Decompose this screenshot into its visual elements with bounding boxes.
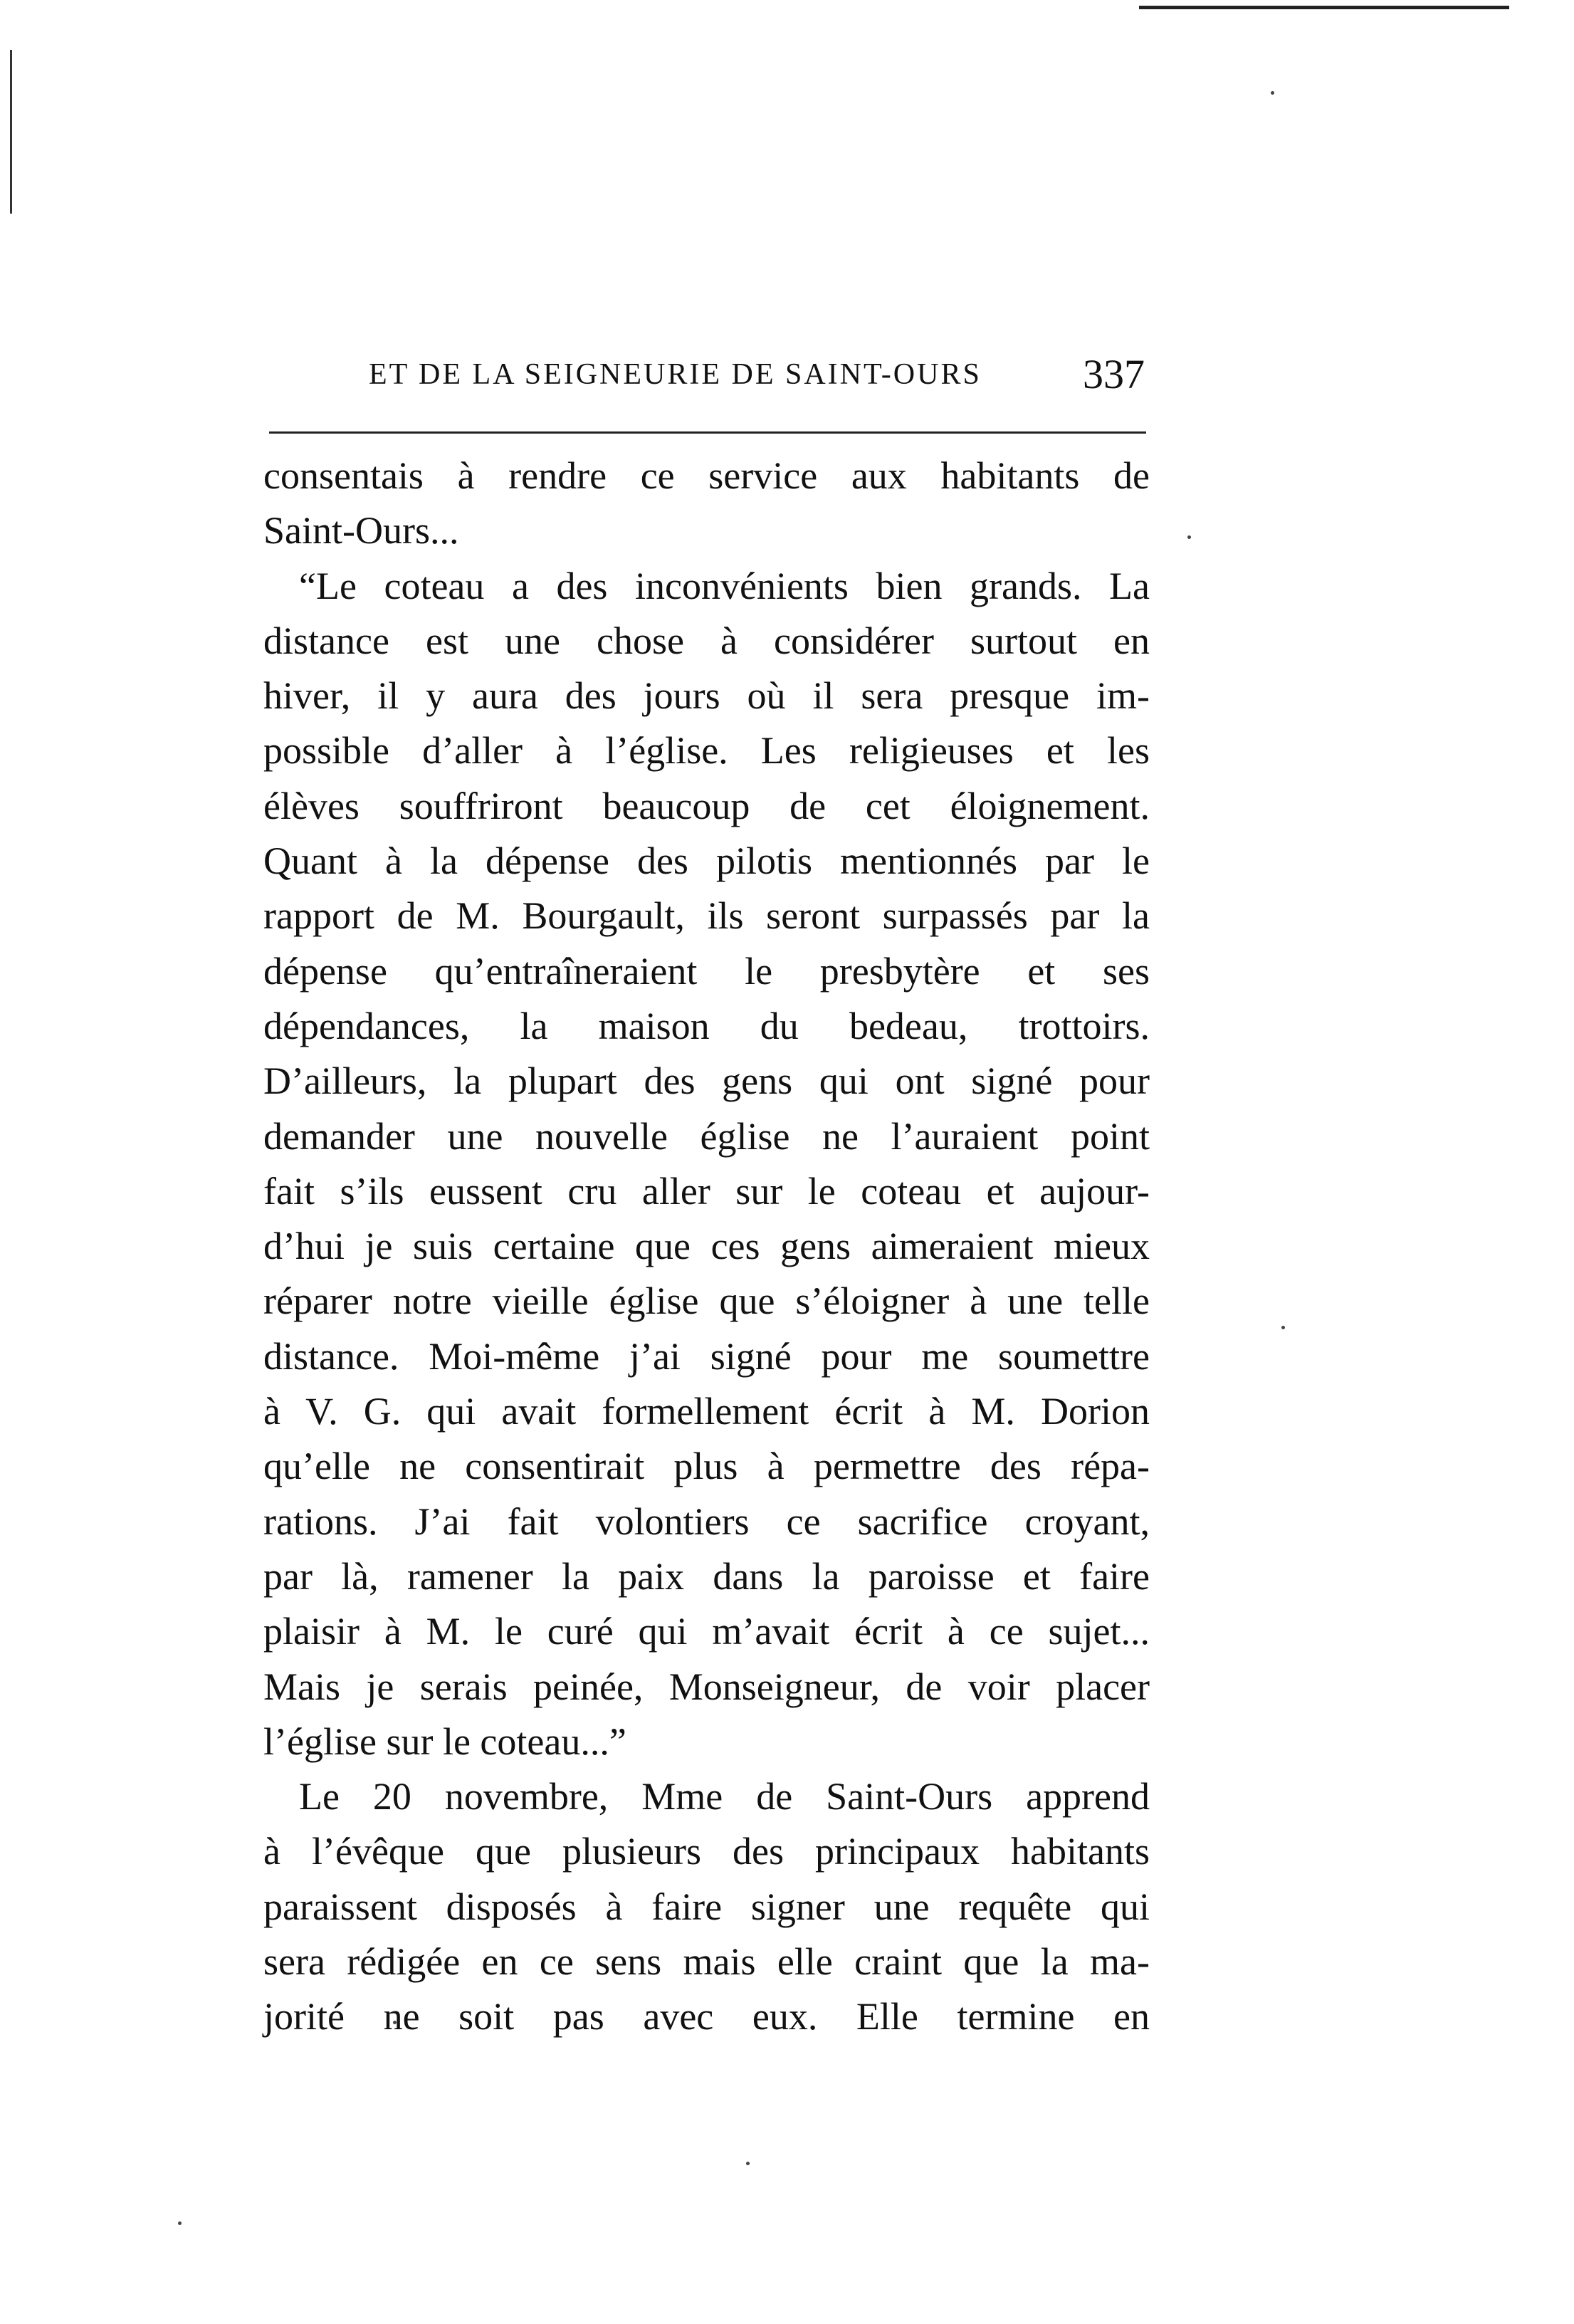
scan-speck xyxy=(178,2221,182,2225)
text-line: dépense qu’entraîneraient le presbytère et ses xyxy=(263,949,1150,993)
text-line: l’église sur le coteau...” xyxy=(263,1720,626,1763)
running-title: ET DE LA SEIGNEURIE DE SAINT-OURS xyxy=(369,358,982,391)
text-line: sera rédigée en ce sens mais elle craint que la ma- xyxy=(263,1940,1150,1984)
scan-speck xyxy=(1271,91,1274,95)
text-line: “Le coteau a des inconvénients bien grands. La xyxy=(299,564,1150,607)
text-line: distance. Moi-même j’ai signé pour me soumettre xyxy=(263,1334,1150,1378)
scan-edge-mark xyxy=(10,50,12,214)
page-number: 337 xyxy=(1083,351,1145,397)
text-line: plaisir à M. le curé qui m’avait écrit à ce sujet... xyxy=(263,1610,1150,1653)
text-line: demander une nouvelle église ne l’auraient point xyxy=(263,1114,1150,1158)
text-line: élèves souffriront beaucoup de cet éloignement. xyxy=(263,784,1150,827)
text-line: distance est une chose à considérer surtout en xyxy=(263,619,1150,662)
text-line: jorité ne soit pas avec eux. Elle termine en xyxy=(263,1995,1150,2038)
text-line: consentais à rendre ce service aux habitants de xyxy=(263,454,1150,497)
body-text xyxy=(263,449,1150,2045)
text-line: rapport de M. Bourgault, ils seront surpassés par la xyxy=(263,894,1150,938)
text-line: D’ailleurs, la plupart des gens qui ont signé pour xyxy=(263,1059,1150,1103)
text-line: paraissent disposés à faire signer une requête qui xyxy=(263,1885,1150,1928)
text-line: hiver, il y aura des jours où il sera presque im- xyxy=(263,674,1150,718)
text-line: réparer notre vieille église que s’éloigner à une telle xyxy=(263,1279,1150,1323)
text-line: fait s’ils eussent cru aller sur le coteau et aujour- xyxy=(263,1169,1150,1213)
running-head xyxy=(369,350,1145,407)
scan-edge-rule xyxy=(1139,6,1509,9)
text-line: Le 20 novembre, Mme de Saint-Ours apprend xyxy=(299,1775,1150,1818)
text-line: Quant à la dépense des pilotis mentionnés par le xyxy=(263,839,1150,883)
scan-speck xyxy=(1281,1326,1285,1329)
header-rule xyxy=(269,431,1146,434)
text-line: possible d’aller à l’église. Les religieuses et les xyxy=(263,729,1150,773)
scan-speck xyxy=(746,2162,750,2165)
text-line: à V. G. qui avait formellement écrit à M. Dorion xyxy=(263,1390,1150,1433)
text-line: rations. J’ai fait volontiers ce sacrifice croyant, xyxy=(263,1499,1150,1543)
scan-speck xyxy=(1187,535,1191,539)
text-line: par là, ramener la paix dans la paroisse et faire xyxy=(263,1554,1150,1598)
text-line: Mais je serais peinée, Monseigneur, de voir placer xyxy=(263,1665,1150,1708)
text-line: qu’elle ne consentirait plus à permettre des répa- xyxy=(263,1445,1150,1488)
text-line: Saint-Ours... xyxy=(263,509,459,553)
text-line: dépendances, la maison du bedeau, trottoirs. xyxy=(263,1004,1150,1047)
text-line: à l’évêque que plusieurs des principaux habitants xyxy=(263,1830,1150,1873)
text-line: d’hui je suis certaine que ces gens aimeraient mieux xyxy=(263,1225,1150,1268)
